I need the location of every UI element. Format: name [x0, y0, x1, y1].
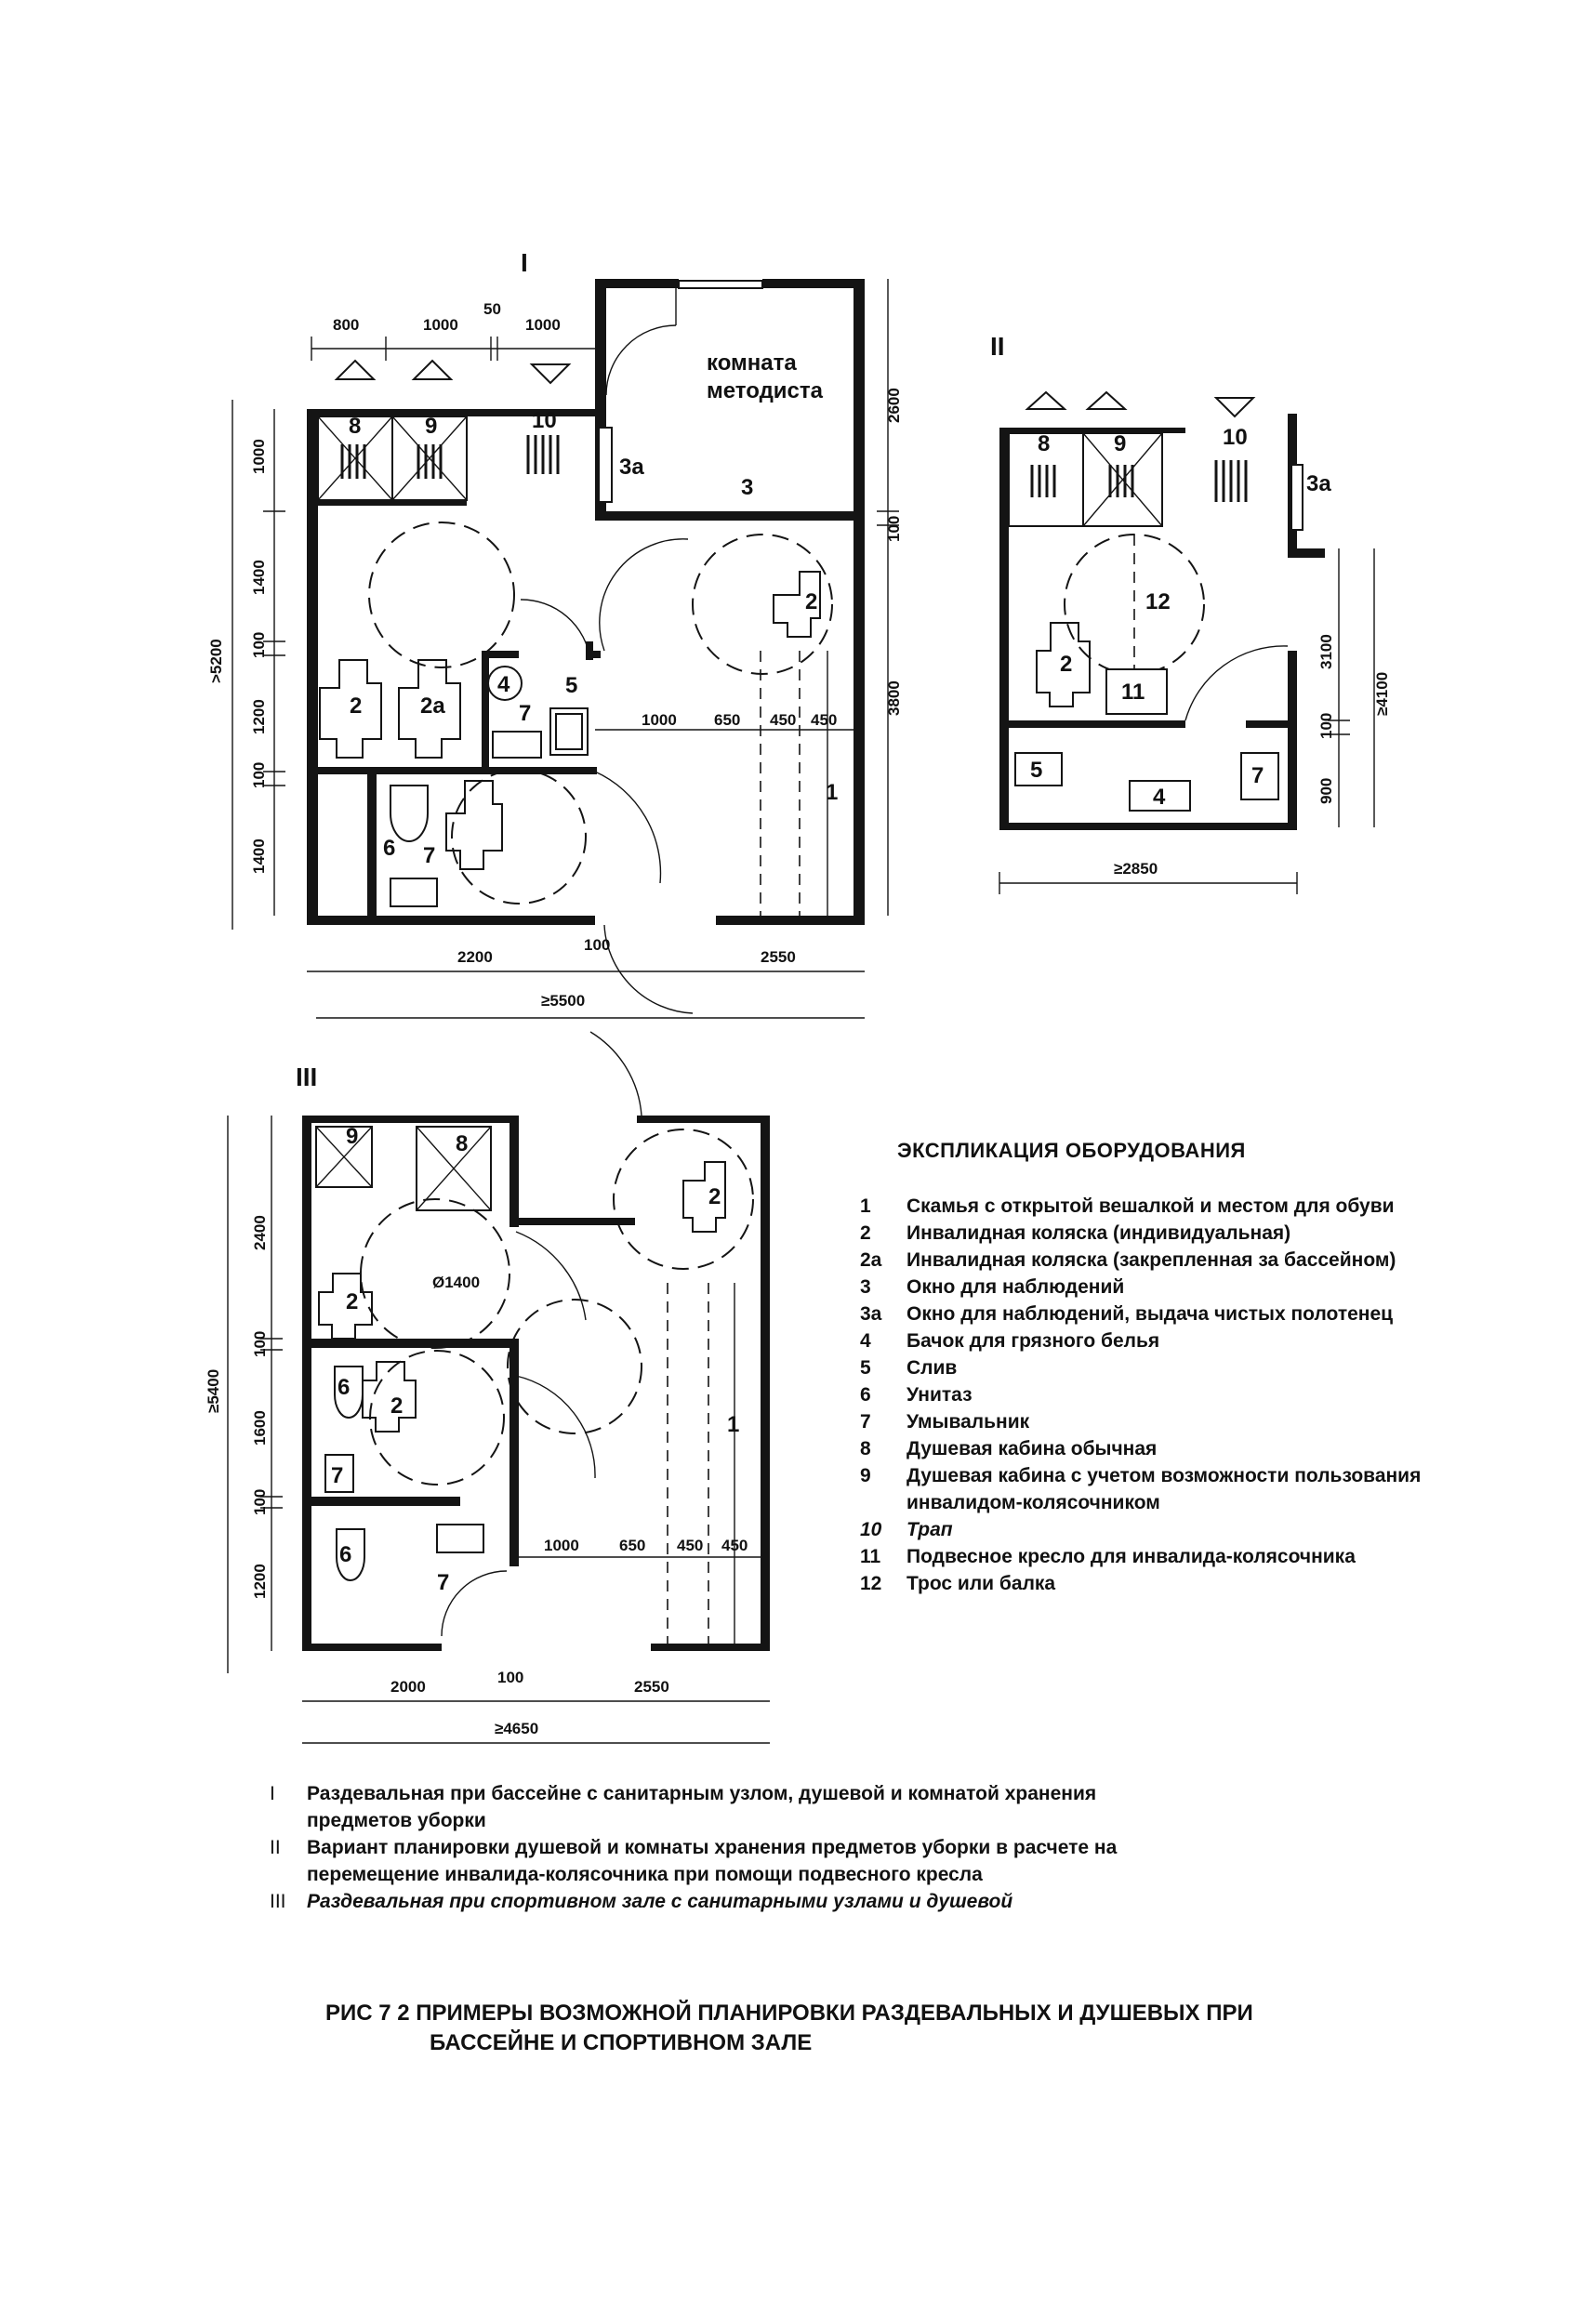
legend-item: 1 Скамья с открытой вешалкой и местом для обуви: [860, 1195, 1395, 1217]
label-3: 3: [741, 475, 754, 500]
drain-grate-10: [528, 435, 558, 474]
dim-left-2400: 2400: [251, 1215, 269, 1250]
wheelchair-2-wc: [363, 1362, 416, 1432]
label-10: 10: [1223, 425, 1248, 450]
dim-bottom-total: ≥2850: [1114, 860, 1158, 878]
variant-descriptions: [270, 1780, 1199, 1915]
dim-left-1400-a: 1400: [250, 560, 268, 595]
label-4: 4: [497, 672, 510, 697]
label-1: 1: [826, 780, 839, 805]
marker-triangle-down: [1216, 398, 1253, 416]
label-12: 12: [1145, 589, 1171, 614]
label-8: 8: [349, 414, 362, 439]
label-7: 7: [1251, 763, 1264, 788]
legend-item: 6 Унитаз: [860, 1384, 973, 1406]
legend-item: 4 Бачок для грязного белья: [860, 1330, 1160, 1352]
label-5: 5: [1030, 758, 1043, 783]
dim-800: 800: [333, 316, 360, 334]
plan-iii-roman: III: [296, 1063, 318, 1091]
drain-grate-10: [1216, 460, 1246, 502]
plan-ii: [990, 332, 1391, 894]
equipment-legend: [860, 1139, 1455, 1597]
sink-7: [493, 732, 541, 758]
door-swing: [516, 1232, 586, 1320]
window-3a: [1291, 465, 1303, 530]
dim-inner-650: 650: [714, 711, 741, 729]
dim-bottom-total: ≥5500: [541, 992, 586, 1010]
dim-inner-1000: 1000: [642, 711, 677, 729]
legend-item: 12 Трос или балка: [860, 1573, 1056, 1594]
legend-item: 2 Инвалидная коляска (индивидуальная): [860, 1222, 1291, 1244]
legend-item: 3а Окно для наблюдений, выдача чистых полотенец: [860, 1303, 1394, 1325]
dim-50: 50: [483, 300, 501, 318]
door-swing: [442, 1571, 507, 1636]
label-11: 11: [1121, 680, 1145, 705]
door-swing: [606, 325, 676, 395]
dim-inner-450-a: 450: [770, 711, 797, 729]
door-swing: [604, 925, 693, 1013]
marker-triangle-up: [414, 361, 451, 379]
legend-item: 2а Инвалидная коляска (закрепленная за бассейном): [860, 1249, 1396, 1271]
label-1: 1: [727, 1412, 740, 1437]
caption-line-2: БАССЕЙНЕ И СПОРТИВНОМ ЗАЛЕ: [430, 2030, 813, 2055]
dim-right-100: 100: [1317, 712, 1335, 739]
label-6: 6: [383, 836, 396, 861]
dim-right-2600: 2600: [885, 388, 903, 423]
dim-right-3100: 3100: [1317, 634, 1335, 669]
toilet-6: [390, 786, 428, 841]
label-2-wc: 2: [390, 1393, 404, 1419]
label-8: 8: [1038, 431, 1051, 456]
dim-bottom-2000: 2000: [390, 1678, 426, 1696]
legend-item: 11 Подвесное кресло для инвалида-колясочника: [860, 1546, 1356, 1567]
dim-right-900: 900: [1317, 777, 1335, 804]
label-7-b: 7: [437, 1570, 450, 1595]
dim-left-total: ≥5400: [205, 1368, 222, 1413]
dim-bottom-2550: 2550: [634, 1678, 669, 1696]
label-9: 9: [1114, 431, 1127, 456]
marker-triangle-up: [1027, 392, 1065, 409]
dim-left-100-b: 100: [250, 761, 268, 788]
dim-left-100-a: 100: [250, 631, 268, 658]
variant-item: III Раздевальная при спортивном зале с санитарными узлами и душевой: [270, 1891, 1013, 1912]
door-swing: [590, 1032, 642, 1116]
dim-left-total: >5200: [207, 639, 225, 683]
dim-inner-450-b: 450: [721, 1537, 748, 1554]
label-8: 8: [456, 1131, 469, 1156]
dim-bottom-2200: 2200: [457, 948, 493, 966]
window-3a: [599, 428, 612, 502]
label-5: 5: [565, 673, 578, 698]
dim-left-1400-b: 1400: [250, 838, 268, 874]
legend-item: 5 Слив: [860, 1357, 958, 1379]
plan-iii: [205, 1032, 770, 1743]
legend-item: 7 Умывальник: [860, 1411, 1030, 1433]
caption-line-1: РИС 7 2 ПРИМЕРЫ ВОЗМОЖНОЙ ПЛАНИРОВКИ РАЗДЕВАЛЬНЫХ И ДУШЕВЫХ ПРИ: [325, 2000, 1253, 2026]
dim-bottom-total: ≥4650: [495, 1720, 539, 1737]
label-2: 2: [346, 1289, 359, 1314]
label-3a: 3а: [619, 455, 644, 480]
label-7: 7: [519, 701, 532, 726]
dim-right-100: 100: [885, 515, 903, 542]
label-2: 2: [1060, 652, 1073, 677]
legend-title: ЭКСПЛИКАЦИЯ ОБОРУДОВАНИЯ: [897, 1139, 1246, 1162]
turning-circle: [369, 522, 514, 667]
label-7-wc: 7: [423, 843, 436, 868]
label-6-b: 6: [339, 1542, 352, 1567]
dim-bottom-100: 100: [497, 1669, 524, 1686]
circle-diameter-label: Ø1400: [432, 1274, 481, 1291]
room-label-line1: комната: [707, 350, 797, 376]
dim-inner-650: 650: [619, 1537, 646, 1554]
label-10: 10: [532, 408, 557, 433]
turning-circle: [452, 770, 586, 904]
legend-item: 3 Окно для наблюдений: [860, 1276, 1125, 1298]
dim-left-1000: 1000: [250, 439, 268, 474]
variant-item: II Вариант планировки душевой и комнаты хранения предметов уборки в расчете на перемещение инвалида-колясочника при помощи подвесного кресла: [270, 1837, 1118, 1885]
marker-triangle-up: [1088, 392, 1125, 409]
dim-left-1200: 1200: [251, 1564, 269, 1599]
room-label-line2: методиста: [707, 378, 824, 403]
dim-right-3800: 3800: [885, 680, 903, 716]
label-2-top: 2: [708, 1184, 721, 1209]
marker-triangle-down: [532, 364, 569, 383]
legend-item: 10 Трап: [860, 1519, 953, 1540]
door-swing: [600, 539, 688, 651]
label-3a: 3а: [1306, 471, 1331, 496]
plan-ii-roman: II: [990, 332, 1005, 361]
label-4: 4: [1153, 785, 1166, 810]
dim-inner-450-b: 450: [811, 711, 838, 729]
sink-7-wc: [390, 878, 437, 906]
dim-1000-a: 1000: [423, 316, 458, 334]
dim-bottom-2550: 2550: [761, 948, 796, 966]
dim-left-1200: 1200: [250, 699, 268, 734]
variant-item: I Раздевальная при бассейне с санитарным узлом, душевой и комнатой хранения предметов уборки: [270, 1783, 1097, 1831]
door-swing: [516, 1376, 595, 1478]
label-2: 2: [350, 693, 363, 719]
dim-right-total: ≥4100: [1373, 671, 1391, 716]
legend-item: 9 Душевая кабина с учетом возможности пользования инвалидом-колясочником: [860, 1465, 1422, 1513]
sink-7-b: [437, 1525, 483, 1552]
dim-left-100-a: 100: [251, 1330, 269, 1357]
dim-1000-b: 1000: [525, 316, 561, 334]
marker-triangle-up: [337, 361, 374, 379]
figure-caption: [325, 1999, 1395, 2058]
door-swing: [595, 772, 660, 883]
label-9: 9: [346, 1124, 359, 1149]
dim-bottom-100: 100: [584, 936, 611, 954]
door-swing: [1185, 646, 1288, 720]
dim-left-1600: 1600: [251, 1410, 269, 1446]
dim-left-100-b: 100: [251, 1488, 269, 1515]
plan-i: [207, 248, 903, 1018]
label-7: 7: [331, 1463, 344, 1488]
door-swing: [521, 600, 590, 660]
plan-i-roman: I: [521, 248, 528, 277]
label-9: 9: [425, 414, 438, 439]
dim-inner-450-a: 450: [677, 1537, 704, 1554]
dim-inner-1000: 1000: [544, 1537, 579, 1554]
label-2-room: 2: [805, 589, 818, 614]
label-6: 6: [337, 1375, 351, 1400]
label-2a: 2а: [420, 693, 445, 719]
legend-item: 8 Душевая кабина обычная: [860, 1438, 1158, 1459]
